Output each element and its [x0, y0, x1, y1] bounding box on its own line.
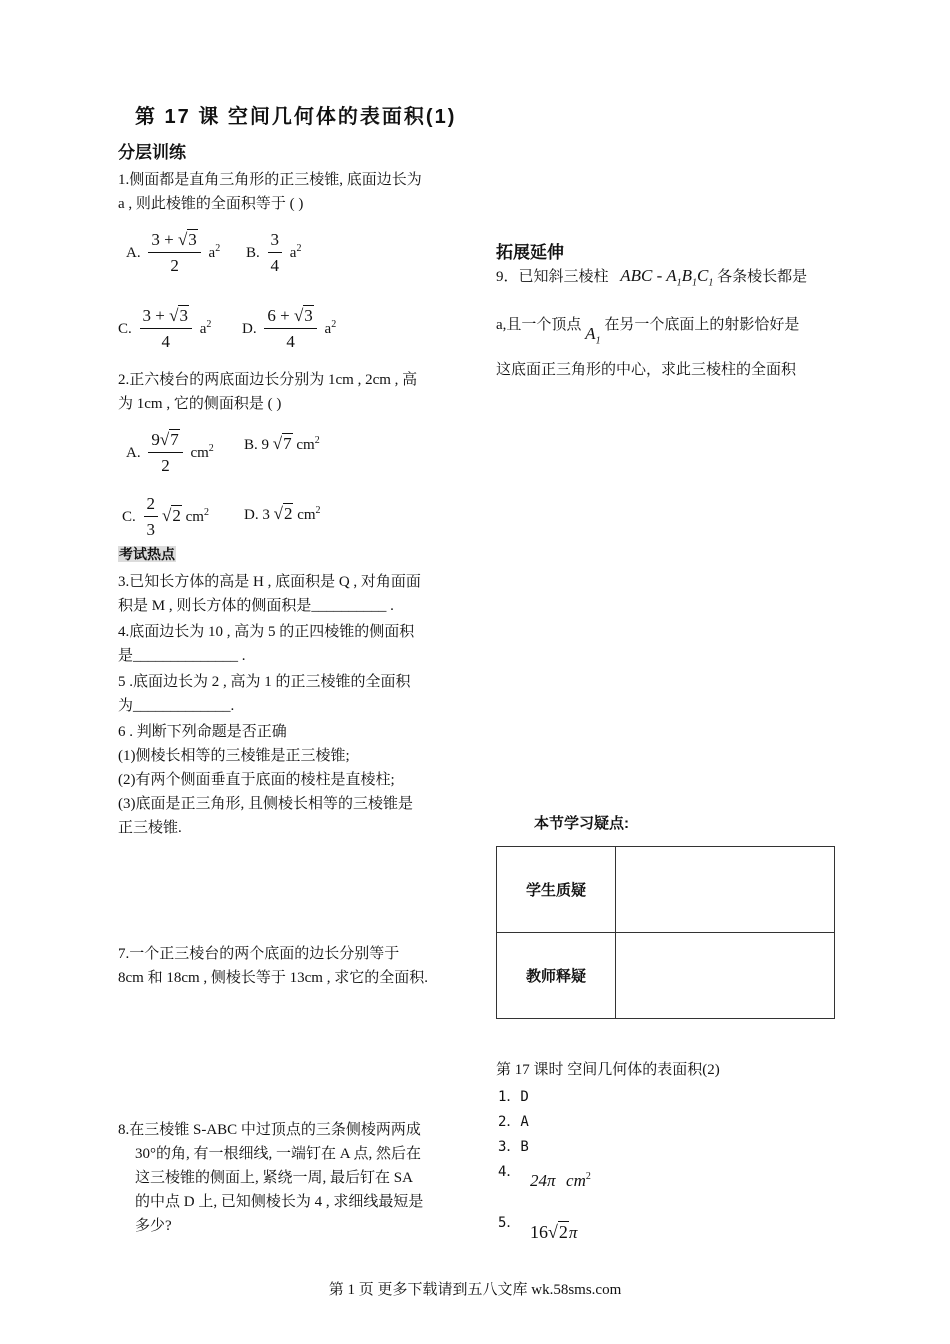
page-title: 第 17 课 空间几何体的表面积(1) [135, 106, 457, 128]
q9-text: 9．已知斜三棱柱 ABC - $A_1B_1C_1$ 各条棱长都是 a,且一个顶点 $A_1$ 在另一个底面上的射影恰好是 这底面正三角形的中心，求此三棱柱的全面积 [496, 266, 808, 378]
q1-option-d: D. $\frac{6 + √3}{4}$ $a^2$ [242, 306, 337, 351]
q8-text: 8.在三棱锥 S-ABC 中过顶点的三条侧棱两两成 30°的角, 有一根细线, 一端钉在 A 点, 然后在 这三棱锥的侧面上, 紧绕一周, 最后钉在 SA 的中点 D 上, 已知侧棱长为 4 , 求细线最短是 多少? [118, 1122, 424, 1234]
answer-2: 2．A [498, 1114, 529, 1130]
teacher-answer-label: 教师释疑 [497, 933, 616, 1019]
student-doubt-cell[interactable] [616, 847, 835, 933]
q1-option-a: A. $\frac{3 + √3}{2}$ $a^2$ [126, 230, 221, 275]
q2-option-a: A. $\frac{9√7}{2}$ $cm^2$ [126, 430, 214, 475]
q5-text: 5 .底面边长为 2 , 高为 1 的正三棱锥的全面积 为_____________. [118, 674, 411, 714]
q2-option-b: B. 9 √7 $cm^2$ [244, 434, 320, 453]
q2-text: 2.正六棱台的两底面边长分别为 1cm , 2cm , 高 为 1cm , 它的侧面积是 ( ) [118, 372, 418, 412]
q7-text: 7.一个正三棱台的两个底面的边长分别等于 8cm 和 18cm , 侧棱长等于 13cm , 求它的全面积. [118, 946, 428, 986]
section-training: 分层训练 [118, 143, 186, 162]
page-footer: 第 1 页 更多下载请到五八文库 wk.58sms.com [328, 1282, 622, 1298]
answer-5-label: 5． [498, 1215, 521, 1231]
q2-option-c: C. $\frac{2}{3}$ √2 $cm^2$ [122, 494, 209, 539]
q1-option-b: B. $\frac{3}{4}$ $a^2$ [246, 230, 302, 275]
answer-5: 16√2π [530, 1222, 578, 1242]
q6-text: 6 . 判断下列命题是否正确 (1)侧棱长相等的三棱锥是正三棱锥; (2)有两个侧面垂直于底面的棱柱是直棱柱; (3)底面是正三角形, 且侧棱长相等的三棱锥是 正三棱锥. [118, 724, 413, 836]
teacher-answer-cell[interactable] [616, 933, 835, 1019]
answer-3: 3．B [498, 1139, 529, 1155]
q1-option-c: C. $\frac{3 + √3}{4}$ $a^2$ [118, 306, 212, 351]
answer-1: 1．D [498, 1089, 529, 1105]
answer-4: 24π $cm^2$ [530, 1171, 591, 1190]
q4-text: 4.底面边长为 10 , 高为 5 的正四棱锥的侧面积 是______________ . [118, 624, 415, 664]
student-doubt-label: 学生质疑 [497, 847, 616, 933]
section-extension: 拓展延伸 [496, 243, 564, 262]
answer-4-label: 4． [498, 1164, 521, 1180]
section-exam: 考试热点 [119, 546, 175, 562]
q3-text: 3.已知长方体的高是 H , 底面积是 Q , 对角面面 积是 M , 则长方体的侧面积是__________ . [118, 574, 421, 614]
answers-title: 第 17 课时 空间几何体的表面积(2) [496, 1062, 720, 1078]
doubts-title: 本节学习疑点: [534, 815, 629, 832]
q2-option-d: D. 3 √2 $cm^2$ [244, 504, 321, 523]
doubts-table [496, 846, 835, 1019]
q1-text: 1.侧面都是直角三角形的正三棱锥, 底面边长为 a , 则此棱锥的全面积等于 ( ) [118, 172, 422, 212]
